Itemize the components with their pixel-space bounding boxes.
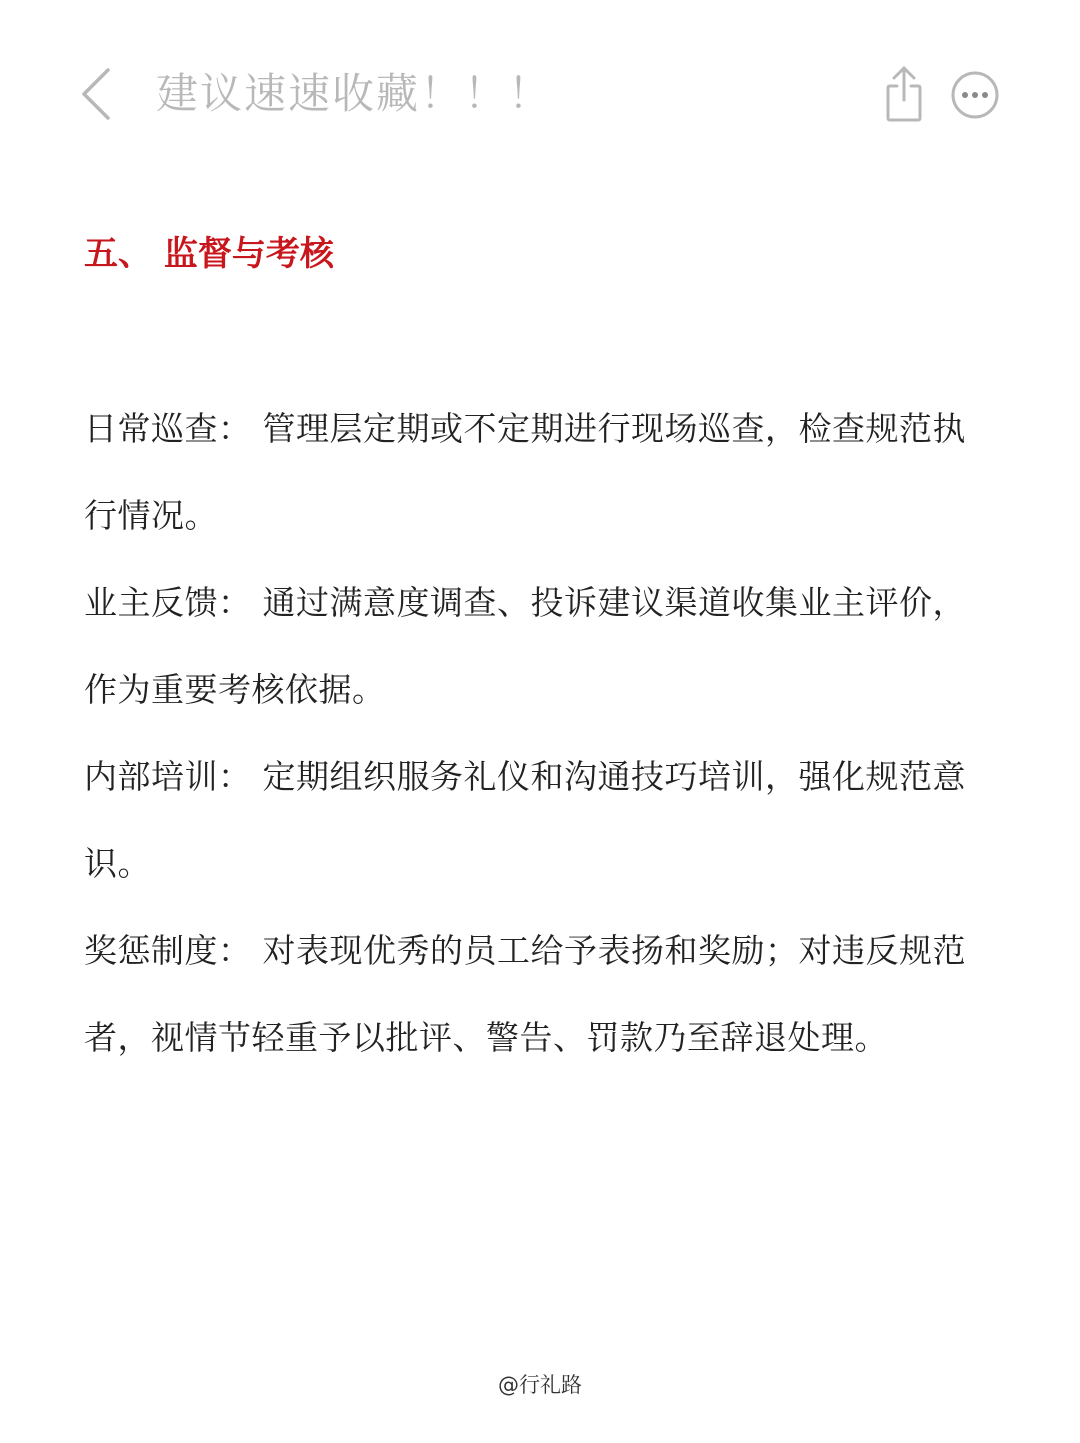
item-text: 通过满意度调查、投诉建议渠道收集业主评价，作为重要考核依据。 xyxy=(84,583,966,709)
section-heading: 五、 监督与考核 xyxy=(84,234,334,274)
more-button[interactable] xyxy=(950,70,1000,120)
item-internal-training xyxy=(84,733,994,907)
top-navigation-bar xyxy=(0,0,1080,190)
back-button[interactable] xyxy=(72,62,132,126)
more-dots-icon xyxy=(950,70,1000,120)
item-text: 管理层定期或不定期进行现场巡查，检查规范执行情况。 xyxy=(84,409,966,535)
item-daily-inspection xyxy=(84,385,994,559)
author-credit: @行礼路 xyxy=(498,1373,582,1397)
item-text: 对表现优秀的员工给予表扬和奖励；对违反规范者，视情节轻重予以批评、警告、罚款乃至辞退处理。 xyxy=(84,931,966,1057)
item-label: 业主反馈： xyxy=(84,583,252,622)
share-button[interactable] xyxy=(880,64,928,124)
item-owner-feedback xyxy=(84,559,994,733)
share-icon xyxy=(880,64,928,124)
article-body xyxy=(84,385,994,1081)
item-text: 定期组织服务礼仪和沟通技巧培训，强化规范意识。 xyxy=(84,757,966,883)
page-title: 建议速速收藏！！！ xyxy=(156,69,553,118)
item-label: 奖惩制度： xyxy=(84,931,252,970)
item-label: 日常巡查： xyxy=(84,409,252,448)
item-reward-penalty xyxy=(84,907,994,1081)
item-label: 内部培训： xyxy=(84,757,252,796)
chevron-left-icon xyxy=(72,62,132,126)
